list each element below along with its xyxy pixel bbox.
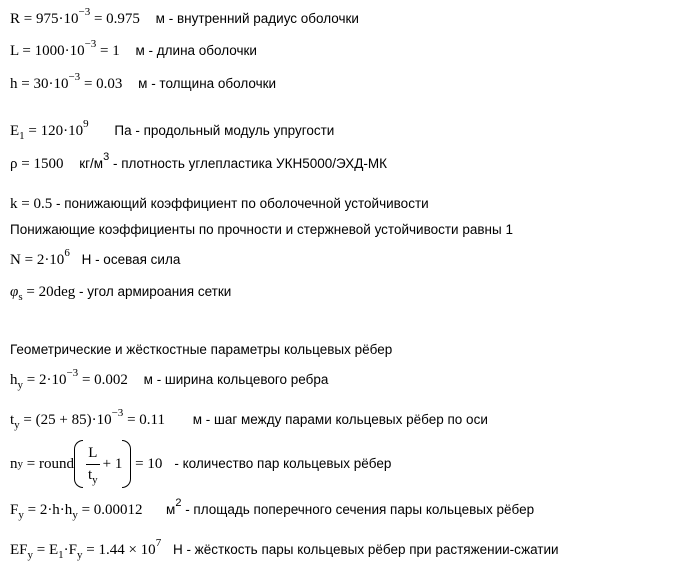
line-rib-stiffness: $EF_y = E_1\cdot F_y = 1.44 \times 10^7$ Н - жёсткость пары кольцевых рёбер при растяжении-сжатии [10, 537, 559, 561]
note-coefficients: Понижающие коэффициенты по прочности и стержневой устойчивости равны 1 [10, 222, 513, 237]
line-rib-pitch: $t_y = (25 + 85)\cdot 10^{-3} = 0.11$ м - шаг между парами кольцевых рёбер по оси [10, 407, 488, 431]
section-heading: Геометрические и жёсткостные параметры кольцевых рёбер [10, 342, 393, 357]
line-density: ρ = 1500 $кг/м^3$ - плотность углепластика УКН5000/ЭХД-МК [10, 151, 387, 172]
line-axial-force: $N = 2\cdot 10^6$ Н - осевая сила [10, 247, 181, 268]
line-thickness: $h = 30\cdot 10^{-3} = 0.03$ м - толщина оболочки [10, 71, 277, 92]
line-rib-count: n y = round $\frac{L}{t_y}$ + 1 = 10 - количество пар кольцевых рёбер [10, 440, 391, 488]
line-rib-area: $F_y = 2\cdot h\cdot h_y = 0.00012$ $м^2$ - площадь поперечного сечения пары кольцевых рёбер [10, 497, 535, 521]
fraction: $\frac{L}{t_y}$ [87, 444, 98, 486]
right-paren [122, 440, 131, 488]
line-angle: $\varphi_s = 20deg$ - угол армироания сетки [10, 284, 232, 303]
line-length: $L = 1000\cdot 10^{-3} = 1$ м - длина оболочки [10, 38, 257, 59]
left-paren [74, 440, 83, 488]
line-modulus: $E_1 = 120\cdot 10^9$ Па - продольный модуль упругости [10, 118, 335, 142]
round-expression: $\frac{L}{t_y}$ + 1 [74, 440, 131, 488]
line-rib-width: $h_y = 2\cdot 10^{-3} = 0.002$ м - ширина кольцевого ребра [10, 367, 329, 391]
line-radius: $R = 975\cdot 10^{-3} = 0.975$ м - внутренний радиус оболочки [10, 6, 359, 27]
line-knockdown: k = 0.5 - понижающий коэффициент по оболочечной устойчивости [10, 196, 429, 212]
